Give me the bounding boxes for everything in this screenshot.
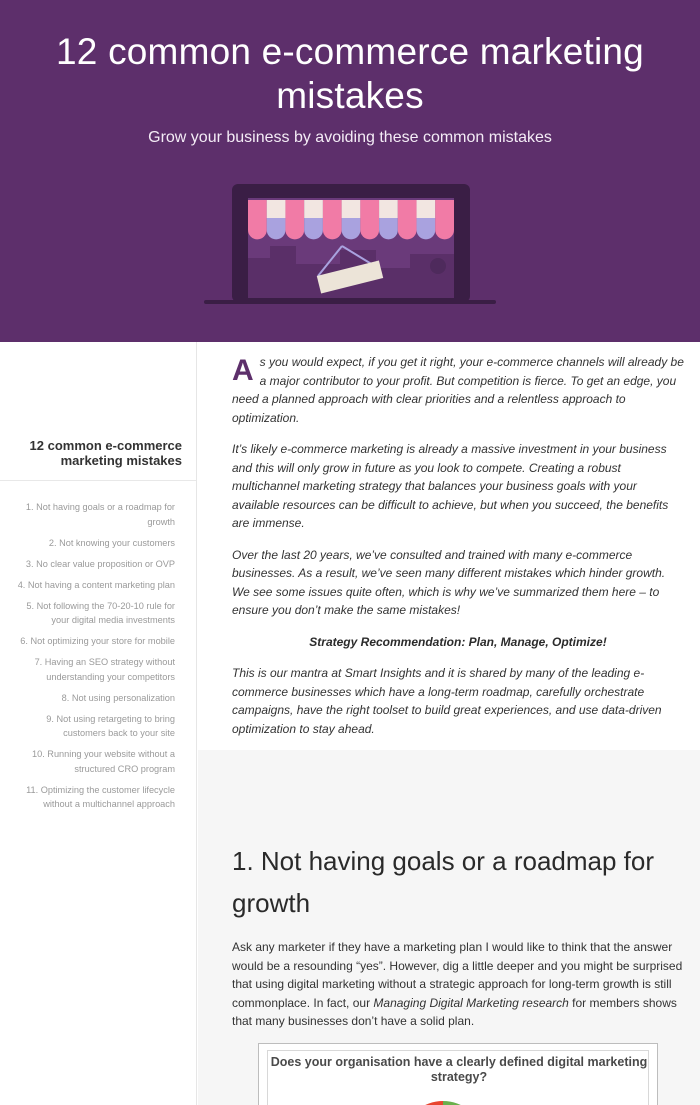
toc-item-4[interactable]: 4. Not having a content marketing plan — [17, 579, 175, 590]
strategy-recommendation: Strategy Recommendation: Plan, Manage, Optimize! — [309, 634, 607, 649]
awning-scallop — [267, 218, 286, 239]
awning-scallop — [435, 218, 454, 239]
awning-stripe — [342, 200, 361, 218]
toc-list — [10, 500, 175, 818]
toc-item-7[interactable]: 7. Having an SEO strategy without understanding your competitors — [34, 657, 175, 682]
chart-title: Does your organisation have a clearly defined digital marketing strategy? — [270, 1055, 648, 1084]
toc-title: 12 common e-commerce marketing mistakes — [29, 438, 182, 468]
awning-stripe — [360, 200, 379, 218]
awning-stripe — [267, 200, 286, 218]
awning-scallop — [304, 218, 323, 239]
toc-item-3[interactable]: 3. No clear value proposition or OVP — [25, 558, 175, 569]
research-link[interactable]: Managing Digital Marketing research — [373, 995, 569, 1010]
intro-paragraph-1: As you would expect, if you get it right, your e-commerce channels will already be a major contributor to your profit. But competition is fierce. To get an edge, you need a planned approach with clear priorities and a relentless approach to optimization. — [232, 354, 684, 425]
toc-divider — [0, 480, 196, 481]
intro-paragraph-2: It’s likely e-commerce marketing is already a massive investment in your business and this will only grow in future as you look to compete. Creating a robust multichannel marketing strategy that balances your business goals with your available resources can be difficult to achieve, but when you succeed, the benefits are immense. — [232, 442, 669, 530]
awning-stripe — [417, 200, 436, 218]
awning-stripe — [398, 200, 417, 218]
toc-item-8[interactable]: 8. Not using personalization — [61, 692, 175, 703]
page-subtitle: Grow your business by avoiding these common mistakes — [148, 129, 552, 146]
pie-chart-preview — [388, 1091, 498, 1105]
awning-stripe — [435, 200, 454, 218]
awning-scallop — [360, 218, 379, 239]
dropcap-letter: A — [232, 354, 254, 387]
awning-scallop — [342, 218, 361, 239]
toc-item-1[interactable]: 1. Not having goals or a roadmap for growth — [25, 502, 175, 527]
awning-scallop — [323, 218, 342, 239]
awning-stripe — [248, 200, 267, 218]
page-title: 12 common e-commerce marketing mistakes — [56, 31, 644, 116]
awning-stripe — [379, 200, 398, 218]
awning-scallop — [379, 218, 398, 239]
awning-stripe — [323, 200, 342, 218]
awning-scallop — [398, 218, 417, 239]
hero-banner — [0, 0, 700, 342]
toc-item-5[interactable]: 5. Not following the 70-20-10 rule for your digital media investments — [26, 600, 175, 625]
intro-paragraph-4: This is our mantra at Smart Insights and it is shared by many of the leading e-commerce businesses which have a long-term roadmap, carefully orchestrate campaigns, have the right toolset to build great experiences, and use data-driven optimization to stay ahead. — [232, 666, 662, 736]
awning-stripe — [285, 200, 304, 218]
strategy-chart-image — [258, 1043, 658, 1105]
section-1-body: Ask any marketer if they have a marketing plan I would like to think that the answer would be a resounding “yes”. However, dig a little deeper and you might be surprised that using digital marketing without a strategic approach for long-term growth is still commonplace. In fact, our Managing Digital Marketing research for members shows that many businesses don’t have a solid plan. — [232, 940, 683, 1028]
storefront-laptop-illustration — [200, 180, 500, 310]
section-1-heading: 1. Not having goals or a roadmap for growth — [232, 846, 655, 918]
toc-item-2[interactable]: 2. Not knowing your customers — [48, 537, 175, 548]
toc-item-6[interactable]: 6. Not optimizing your store for mobile — [20, 636, 175, 646]
sidebar-toc — [0, 342, 197, 1105]
toc-item-9[interactable]: 9. Not using retargeting to bring customers back to your site — [46, 713, 175, 738]
awning-scallop — [285, 218, 304, 239]
toc-item-11[interactable]: 11. Optimizing the customer lifecycle without a multichannel approach — [26, 784, 175, 809]
awning-scallop — [417, 218, 436, 239]
toc-item-10[interactable]: 10. Running your website without a structured CRO program — [31, 749, 175, 774]
section-1 — [198, 750, 700, 1105]
awning-scallop — [248, 218, 267, 239]
awning-stripe — [304, 200, 323, 218]
intro-paragraph-3: Over the last 20 years, we’ve consulted and trained with many e-commerce businesses. As a result, we’ve seen many different mistakes which hinder growth. We see some issues quite often, which is why we’ve summarized them here – to ensure you don’t make the same mistakes! — [232, 547, 666, 617]
